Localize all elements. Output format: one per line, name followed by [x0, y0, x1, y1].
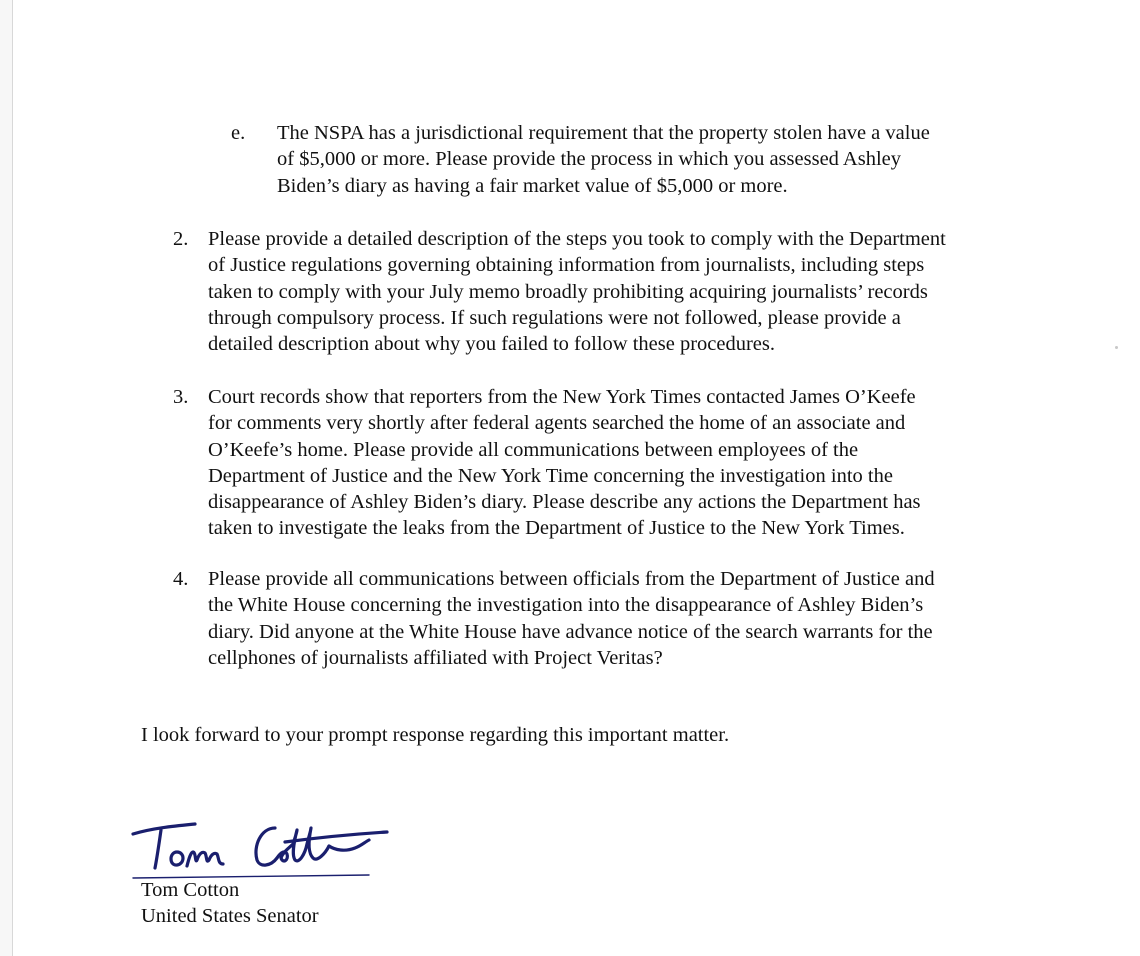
body-line: O’Keefe’s home. Please provide all communications between employees of the — [208, 438, 859, 461]
closing-sentence: I look forward to your prompt response regarding this important matter. — [141, 724, 730, 746]
question-body — [208, 226, 946, 357]
signature-icon — [125, 808, 405, 884]
body-line: the White House concerning the investigation into the disappearance of Ashley Biden’s — [208, 594, 924, 617]
question-marker: 3. — [173, 386, 189, 408]
body-line: Please provide a detailed description of the steps you took to comply with the Department — [208, 228, 946, 250]
sub-item-body — [277, 120, 930, 199]
question-marker: 2. — [173, 228, 189, 250]
body-line: through compulsory process. If such regulations were not followed, please provide a — [208, 306, 901, 329]
handwritten-signature — [125, 808, 405, 884]
question-4 — [173, 566, 1073, 672]
question-2 — [173, 226, 1073, 358]
scan-speck — [1115, 346, 1118, 349]
signer-name: Tom Cotton — [141, 879, 240, 901]
body-line: Biden’s diary as having a fair market value of $5,000 or more. — [277, 174, 788, 197]
signer-title: United States Senator — [141, 905, 319, 927]
signature-strokes — [133, 824, 387, 878]
question-body — [208, 384, 921, 542]
sub-item-marker: e. — [231, 122, 246, 144]
body-line: of $5,000 or more. Please provide the process in which you assessed Ashley — [277, 148, 901, 171]
body-line: cellphones of journalists affiliated with Project Veritas? — [208, 646, 663, 669]
body-line: The NSPA has a jurisdictional requirement that the property stolen have a value — [277, 122, 930, 144]
sub-item-e — [231, 120, 1071, 200]
question-body — [208, 566, 935, 671]
body-line: disappearance of Ashley Biden’s diary. Please describe any actions the Department has — [208, 491, 921, 514]
body-line: diary. Did anyone at the White House have advance notice of the search warrants for the — [208, 620, 933, 643]
body-line: Department of Justice and the New York Time concerning the investigation into the — [208, 464, 893, 487]
body-line: Court records show that reporters from the New York Times contacted James O’Keefe — [208, 386, 916, 408]
question-3 — [173, 384, 1073, 542]
body-line: of Justice regulations governing obtaining information from journalists, including steps — [208, 254, 925, 277]
body-line: for comments very shortly after federal agents searched the home of an associate and — [208, 412, 906, 435]
body-line: detailed description about why you failed to follow these procedures. — [208, 333, 776, 356]
body-line: taken to comply with your July memo broadly prohibiting acquiring journalists’ records — [208, 280, 928, 303]
body-line: taken to investigate the leaks from the Department of Justice to the New York Times. — [208, 517, 905, 540]
letter-page — [12, 0, 1140, 956]
body-line: Please provide all communications between officials from the Department of Justice and — [208, 568, 935, 590]
question-marker: 4. — [173, 568, 189, 590]
